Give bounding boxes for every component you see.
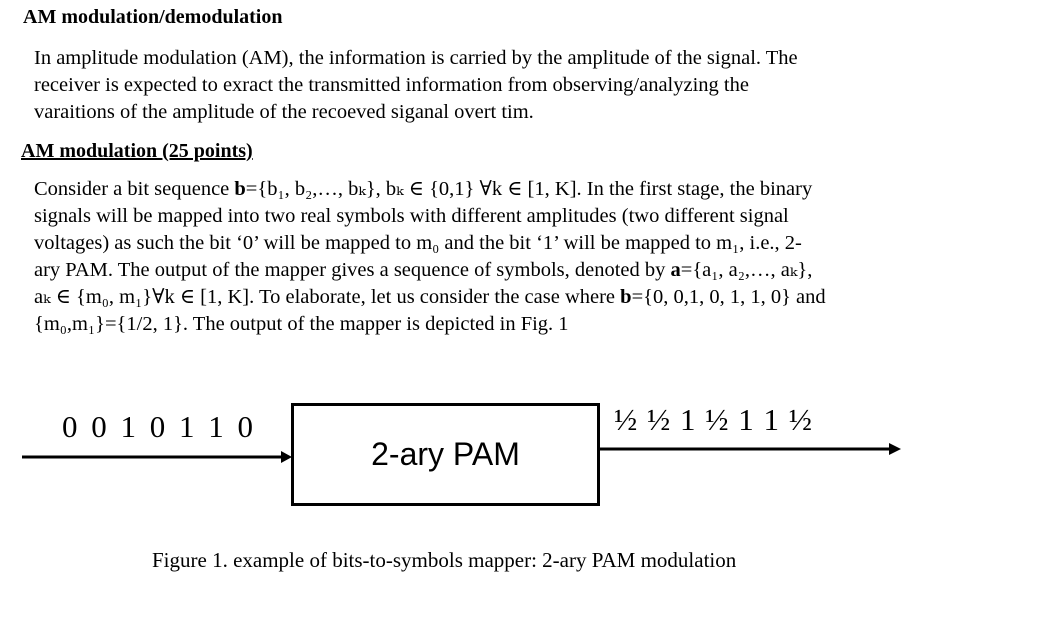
output-symbol-sequence: ½ ½ 1 ½ 1 1 ½ (614, 402, 813, 437)
body-line: {m₀,m₁}={1/2, 1}. The output of the mapper is depicted in Fig. 1 (34, 313, 569, 335)
text-run: ={0, 0,1, 0, 1, 1, 0} and (631, 286, 826, 308)
body-line: signals will be mapped into two real symbols with different amplitudes (two different signal (34, 205, 789, 227)
pam-block-label: 2-ary PAM (371, 436, 520, 472)
intro-line: receiver is expected to exract the transmitted information from observing/analyzing the (34, 74, 749, 96)
bold-symbol: b (234, 178, 246, 200)
input-bit-sequence: 0 0 1 0 1 1 0 (62, 409, 256, 444)
output-arrowhead (889, 443, 901, 455)
text-run: ={a₁, a₂,…, aₖ}, (680, 259, 813, 281)
intro-line: In amplitude modulation (AM), the information is carried by the amplitude of the signal. The (34, 47, 798, 69)
text-run: aₖ ∈ {m₀, m₁}∀k ∈ [1, K]. To elaborate, let us consider the case where (34, 286, 621, 308)
figure-caption: Figure 1. example of bits-to-symbols mapper: 2-ary PAM modulation (152, 548, 737, 572)
page-title: AM modulation/demodulation (23, 6, 283, 28)
bold-symbol: b (620, 286, 632, 308)
text-run: ary PAM. The output of the mapper gives a sequence of symbols, denoted by (34, 259, 671, 281)
text-run: ={b₁, b₂,…, bₖ}, bₖ ∈ {0,1} ∀k ∈ [1, K]. In the first stage, the binary (245, 178, 813, 200)
section-title: AM modulation (25 points) (21, 140, 253, 162)
intro-line: varaitions of the amplitude of the recoeved siganal overt tim. (34, 101, 534, 123)
bold-symbol: a (670, 259, 681, 281)
text-run: Consider a bit sequence (34, 178, 235, 200)
body-line: voltages) as such the bit ‘0’ will be mapped to m₀ and the bit ‘1’ will be mapped to m₁, i.e., 2- (34, 232, 802, 254)
